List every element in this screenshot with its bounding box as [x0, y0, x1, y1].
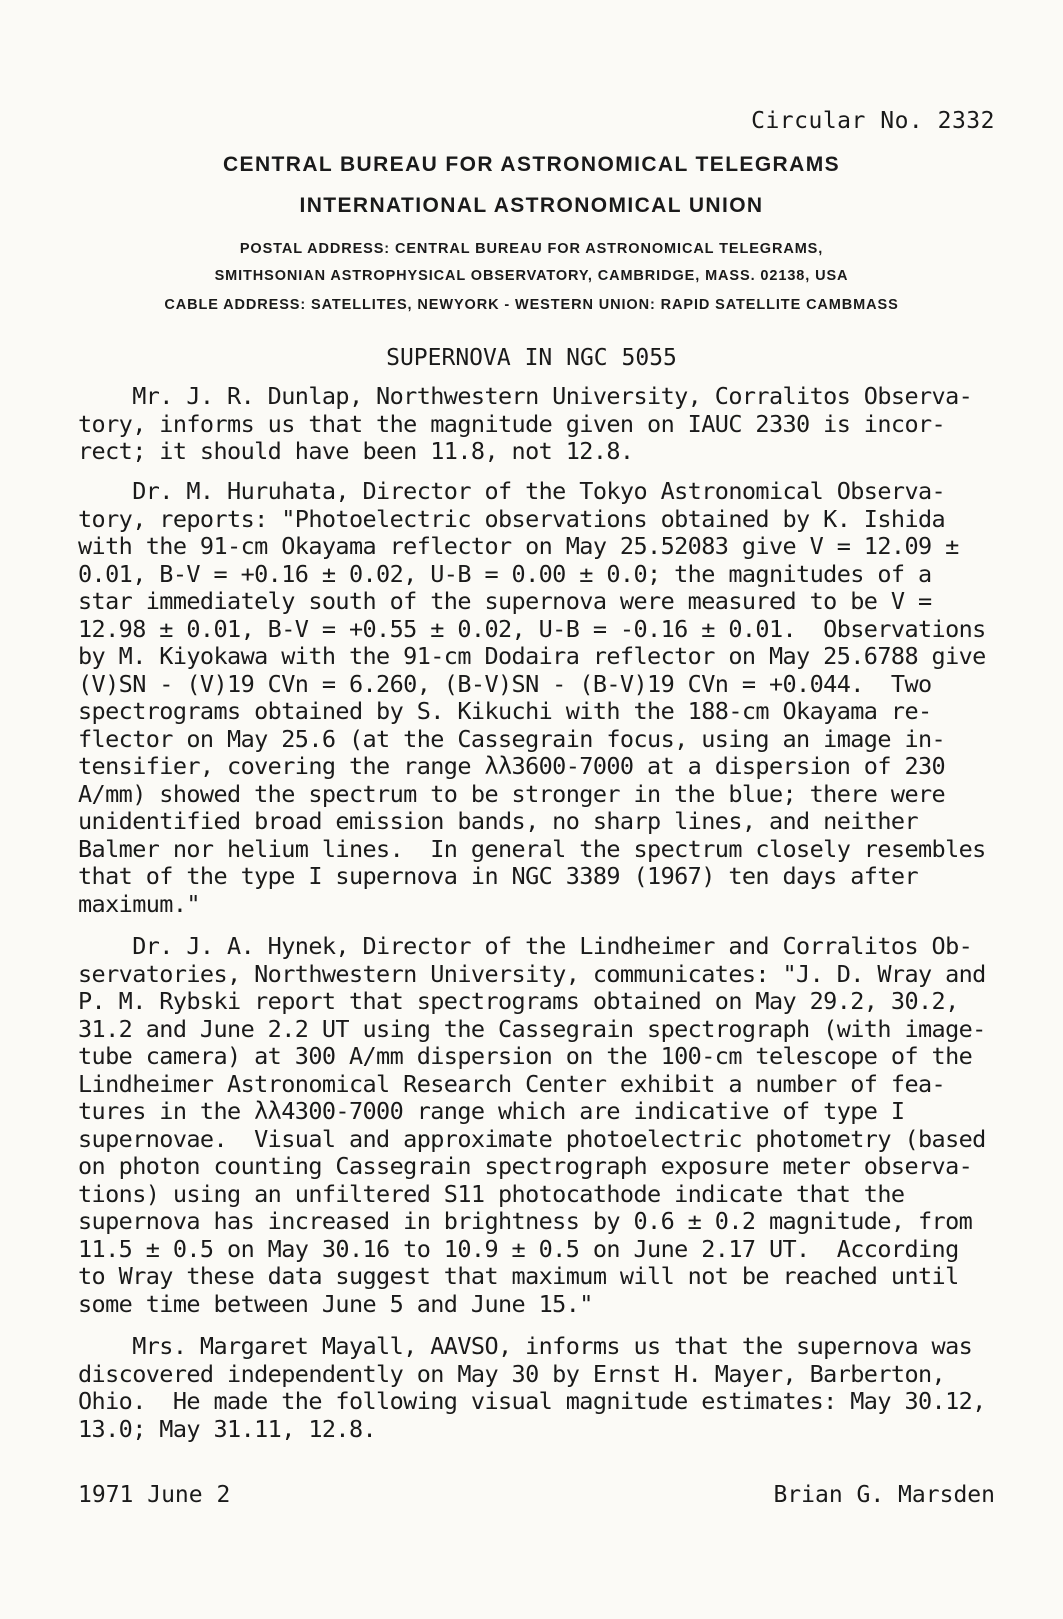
bureau-name: CENTRAL BUREAU FOR ASTRONOMICAL TELEGRAMS — [222, 153, 840, 176]
postal-address-line-2: SMITHSONIAN ASTROPHYSICAL OBSERVATORY, CAMBRIDGE, MASS. 02138, USA — [214, 268, 849, 284]
paragraph-huruhata: Dr. M. Huruhata, Director of the Tokyo Astronomical Observa- tory, reports: "Photoelectric observations obtained by K. Ishida with the 91-cm Okayama reflector on May 25.52083 give V = 12.09 ± 0.01, B-V = +0.16 ± 0.02, U-B = 0.00 ± 0.0; the magnitudes of a star immediately south of the supernova were measured to be V = 12.98 ± 0.01, B-V = +0.55 ± 0.02, U-B = -0.16 ± 0.01. Observations by M. Kiyokawa with the 91-cm Dodaira reflector on May 25.6788 give (V)SN - (V)19 CVn = 6.260, (B-V)SN - (B-V)19 CVn = +0.044. Two spectrograms obtained by S. Kikuchi with the 188-cm Okayama re- flector on May 25.6 (at the Cassegrain focus, using an image in- tensifier, covering the range λλ3600-7000 at a dispersion of 230 A/mm) showed the spectrum to be stronger in the blue; there were unidentified broad emission bands, no sharp lines, and neither Balmer nor helium lines. In general the spectrum closely resembles that of the type I supernova in NGC 3389 (1967) ten days after maximum." — [78, 477, 986, 918]
paragraph-mayall: Mrs. Margaret Mayall, AAVSO, informs us that the supernova was discovered independently on May 30 by Ernst H. Mayer, Barberton, Ohio. He made the following visual magnitude estimates: May 30.12, 13.0; May 31.11, 12.8. — [78, 1332, 986, 1443]
circular-title: SUPERNOVA IN NGC 5055 — [386, 345, 677, 371]
union-name: INTERNATIONAL ASTRONOMICAL UNION — [299, 194, 764, 217]
cable-address: CABLE ADDRESS: SATELLITES, NEWYORK - WESTERN UNION: RAPID SATELLITE CAMBMASS — [164, 297, 899, 313]
postal-address-line-1: POSTAL ADDRESS: CENTRAL BUREAU FOR ASTRONOMICAL TELEGRAMS, — [239, 241, 824, 257]
circular-number: Circular No. 2332 — [751, 108, 995, 134]
circular-date: 1971 June 2 — [78, 1482, 231, 1508]
signature: Brian G. Marsden — [773, 1482, 995, 1508]
paragraph-hynek: Dr. J. A. Hynek, Director of the Lindheimer and Corralitos Ob- servatories, Northwestern University, communicates: "J. D. Wray and P. M. Rybski report that spectrograms obtained on May 29.2, 30.2, 31.2 and June 2.2 UT using the Cassegrain spectrograph (with image- tube camera) at 300 A/mm dispersion on the 100-cm telescope of the Lindheimer Astronomical Research Center exhibit a number of fea- tures in the λλ4300-7000 range which are indicative of type I supernovae. Visual and approximate photoelectric photometry (based on photon counting Cassegrain spectrograph exposure meter observa- tions) using an unfiltered S11 photocathode indicate that the supernova has increased in brightness by 0.6 ± 0.2 magnitude, from 11.5 ± 0.5 on May 30.16 to 10.9 ± 0.5 on June 2.17 UT. According to Wray these data suggest that maximum will not be reached until some time between June 5 and June 15." — [78, 932, 986, 1318]
paragraph-dunlap: Mr. J. R. Dunlap, Northwestern University, Corralitos Observa- tory, informs us that the magnitude given on IAUC 2330 is incor- rect; it should have been 11.8, not 12.8. — [78, 382, 973, 465]
